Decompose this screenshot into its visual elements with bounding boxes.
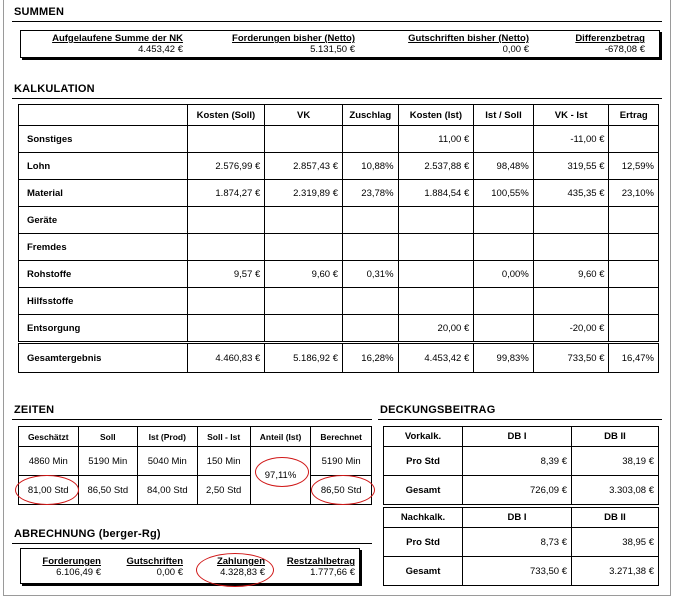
abrechnung-col-forderungen <box>33 556 101 578</box>
abrechnung-value: 1.777,66 € <box>310 567 355 578</box>
row-label: Sonstiges <box>19 126 188 153</box>
zeiten-anteil: 97,11% <box>250 447 311 505</box>
cell <box>609 234 659 261</box>
kalkulation-corner <box>19 105 188 126</box>
summen-label: Differenzbetrag <box>575 33 645 44</box>
cell <box>343 234 399 261</box>
cell <box>343 207 399 234</box>
total-cell: 99,83% <box>474 343 534 373</box>
summen-divider <box>12 21 662 22</box>
total-cell: 16,28% <box>343 343 399 373</box>
cell <box>609 261 659 288</box>
cell <box>609 315 659 343</box>
total-label: Gesamtergebnis <box>19 343 188 373</box>
row-label: Lohn <box>19 153 188 180</box>
cell <box>609 288 659 315</box>
deckung-title: DECKUNGSBEITRAG <box>380 404 496 416</box>
cell: 435,35 € <box>533 180 609 207</box>
deckung-divider <box>378 419 662 420</box>
cell <box>533 234 609 261</box>
summen-label: Aufgelaufene Summe der NK <box>52 33 183 44</box>
cell: -11,00 € <box>533 126 609 153</box>
zeiten-header: Soll - Ist <box>197 427 250 447</box>
cell: 9,57 € <box>187 261 265 288</box>
summen-col-differenz <box>555 33 645 55</box>
cell <box>187 126 265 153</box>
nachkalk-header: DB II <box>572 508 659 528</box>
zeiten-header-row <box>19 427 372 447</box>
kalkulation-row <box>19 234 659 261</box>
summen-value: 5.131,50 € <box>310 44 355 55</box>
kalkulation-header-row <box>19 105 659 126</box>
kalkulation-row <box>19 288 659 315</box>
cell: 2.537,88 € <box>398 153 474 180</box>
kalkulation-header: Kosten (Ist) <box>398 105 474 126</box>
zeiten-cell: 86,50 Std <box>78 476 138 505</box>
kalkulation-row <box>19 207 659 234</box>
cell <box>609 126 659 153</box>
summen-col-gutschriften <box>393 33 529 55</box>
cell <box>398 207 474 234</box>
kalkulation-row <box>19 126 659 153</box>
abrechnung-col-restzahlbetrag <box>277 556 355 578</box>
abrechnung-value: 0,00 € <box>156 567 183 578</box>
cell <box>343 126 399 153</box>
cell: 98,48% <box>474 153 534 180</box>
zeiten-cell: 86,50 Std <box>311 476 372 505</box>
vorkalk-label: Gesamt <box>384 476 463 505</box>
nachkalk-label: Pro Std <box>384 528 463 557</box>
zeiten-cell: 5040 Min <box>138 447 198 476</box>
cell: 23,78% <box>343 180 399 207</box>
summen-value: 4.453,42 € <box>138 44 183 55</box>
kalkulation-header: Zuschlag <box>343 105 399 126</box>
nachkalk-label: Gesamt <box>384 557 463 586</box>
vorkalk-header: DB II <box>572 427 659 447</box>
nachkalk-db1: 733,50 € <box>463 557 572 586</box>
cell: 319,55 € <box>533 153 609 180</box>
kalkulation-row <box>19 153 659 180</box>
cell <box>265 126 343 153</box>
row-label: Hilfsstoffe <box>19 288 188 315</box>
cell: 10,88% <box>343 153 399 180</box>
nachkalk-row <box>384 528 659 557</box>
kalkulation-table <box>18 104 659 373</box>
summen-box <box>20 30 660 58</box>
kalkulation-header: Ertrag <box>609 105 659 126</box>
cell: 11,00 € <box>398 126 474 153</box>
nachkalk-db2: 38,95 € <box>572 528 659 557</box>
abrechnung-box <box>20 548 360 584</box>
cell: 0,31% <box>343 261 399 288</box>
nachkalk-header-row <box>384 508 659 528</box>
cell: 2.857,43 € <box>265 153 343 180</box>
nachkalk-db2: 3.271,38 € <box>572 557 659 586</box>
row-label: Material <box>19 180 188 207</box>
cell: 2.576,99 € <box>187 153 265 180</box>
abrechnung-value: 6.106,49 € <box>56 567 101 578</box>
cell: 9,60 € <box>265 261 343 288</box>
zeiten-cell: 5190 Min <box>78 447 138 476</box>
vorkalk-label: Pro Std <box>384 447 463 476</box>
cell: 100,55% <box>474 180 534 207</box>
kalkulation-row <box>19 315 659 343</box>
cell: 2.319,89 € <box>265 180 343 207</box>
zeiten-cell: 2,50 Std <box>197 476 250 505</box>
abrechnung-title: ABRECHNUNG (berger-Rg) <box>14 528 161 540</box>
abrechnung-divider <box>12 543 372 544</box>
cell <box>398 234 474 261</box>
zeiten-divider <box>12 419 372 420</box>
abrechnung-label: Restzahlbetrag <box>286 556 355 567</box>
cell <box>398 261 474 288</box>
summen-col-forderungen <box>213 33 355 55</box>
kalkulation-row <box>19 261 659 288</box>
zeiten-cell: 5190 Min <box>311 447 372 476</box>
vorkalk-db2: 3.303,08 € <box>572 476 659 505</box>
cell <box>343 288 399 315</box>
zeiten-title: ZEITEN <box>14 404 55 416</box>
cell: 1.884,54 € <box>398 180 474 207</box>
summen-value: -678,08 € <box>604 44 645 55</box>
vorkalk-row <box>384 476 659 505</box>
vorkalk-header-row <box>384 427 659 447</box>
cell <box>187 288 265 315</box>
zeiten-table <box>18 426 372 505</box>
abrechnung-col-gutschriften <box>115 556 183 578</box>
zeiten-header: Anteil (Ist) <box>250 427 311 447</box>
kalkulation-row <box>19 180 659 207</box>
zeiten-cell: 150 Min <box>197 447 250 476</box>
cell <box>265 234 343 261</box>
total-cell: 4.453,42 € <box>398 343 474 373</box>
cell <box>474 126 534 153</box>
zeiten-cell: 4860 Min <box>19 447 79 476</box>
total-cell: 16,47% <box>609 343 659 373</box>
abrechnung-label: Gutschriften <box>126 556 183 567</box>
zeiten-header: Ist (Prod) <box>138 427 198 447</box>
abrechnung-value: 4.328,83 € <box>220 567 265 578</box>
cell <box>343 315 399 343</box>
zeiten-header: Geschätzt <box>19 427 79 447</box>
zeiten-header: Berechnet <box>311 427 372 447</box>
cell <box>187 234 265 261</box>
cell <box>533 207 609 234</box>
vorkalk-db1: 8,39 € <box>463 447 572 476</box>
row-label: Entsorgung <box>19 315 188 343</box>
nachkalk-header: DB I <box>463 508 572 528</box>
row-label: Rohstoffe <box>19 261 188 288</box>
cell <box>187 315 265 343</box>
summen-col-nk <box>37 33 183 55</box>
cell <box>474 315 534 343</box>
vorkalk-header: DB I <box>463 427 572 447</box>
zeiten-cell: 81,00 Std <box>19 476 79 505</box>
cell <box>474 234 534 261</box>
cell: 23,10% <box>609 180 659 207</box>
cell <box>474 288 534 315</box>
cell: 0,00% <box>474 261 534 288</box>
cell: -20,00 € <box>533 315 609 343</box>
cell <box>398 288 474 315</box>
nachkalk-header: Nachkalk. <box>384 508 463 528</box>
abrechnung-col-zahlungen <box>201 556 265 578</box>
row-label: Fremdes <box>19 234 188 261</box>
zeiten-minutes-row <box>19 447 372 476</box>
row-label: Geräte <box>19 207 188 234</box>
total-cell: 733,50 € <box>533 343 609 373</box>
summen-label: Forderungen bisher (Netto) <box>232 33 355 44</box>
cell <box>474 207 534 234</box>
cell <box>187 207 265 234</box>
cell <box>265 288 343 315</box>
cell: 12,59% <box>609 153 659 180</box>
cell <box>609 207 659 234</box>
vorkalk-header: Vorkalk. <box>384 427 463 447</box>
cell <box>265 207 343 234</box>
summen-title: SUMMEN <box>14 6 65 18</box>
vorkalk-db2: 38,19 € <box>572 447 659 476</box>
kalkulation-divider <box>12 98 662 99</box>
vorkalk-row <box>384 447 659 476</box>
vorkalk-table <box>383 426 659 505</box>
abrechnung-label: Forderungen <box>42 556 101 567</box>
cell: 9,60 € <box>533 261 609 288</box>
kalkulation-header: Ist / Soll <box>474 105 534 126</box>
kalkulation-header: VK - Ist <box>533 105 609 126</box>
kalkulation-header: VK <box>265 105 343 126</box>
cell <box>265 315 343 343</box>
summen-value: 0,00 € <box>502 44 529 55</box>
abrechnung-label: Zahlungen <box>216 556 265 567</box>
kalkulation-total-row <box>19 343 659 373</box>
cell <box>533 288 609 315</box>
cell: 1.874,27 € <box>187 180 265 207</box>
nachkalk-row <box>384 557 659 586</box>
total-cell: 5.186,92 € <box>265 343 343 373</box>
zeiten-header: Soll <box>78 427 138 447</box>
kalkulation-header: Kosten (Soll) <box>187 105 265 126</box>
summen-label: Gutschriften bisher (Netto) <box>408 33 529 44</box>
kalkulation-title: KALKULATION <box>14 83 95 95</box>
total-cell: 4.460,83 € <box>187 343 265 373</box>
cell: 20,00 € <box>398 315 474 343</box>
vorkalk-db1: 726,09 € <box>463 476 572 505</box>
zeiten-hours-row <box>19 476 372 505</box>
zeiten-cell: 84,00 Std <box>138 476 198 505</box>
nachkalk-db1: 8,73 € <box>463 528 572 557</box>
nachkalk-table <box>383 507 659 586</box>
